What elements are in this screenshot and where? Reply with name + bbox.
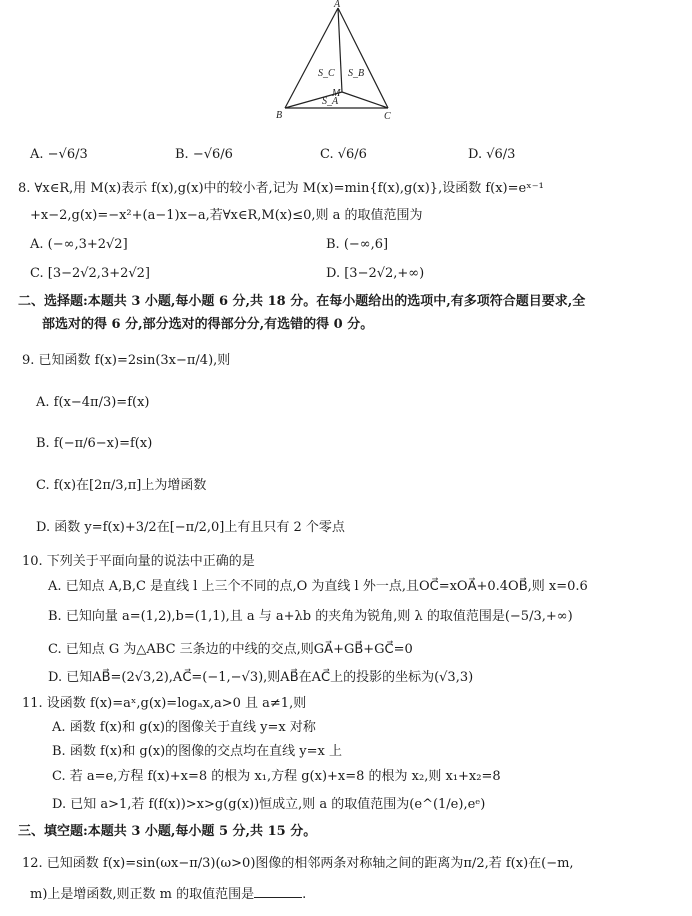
q8-stem-line2: +x−2,g(x)=−x²+(a−1)x−a,若∀x∈R,M(x)≤0,则 a 的取值范围为 <box>30 208 423 223</box>
section3-heading: 三、填空题:本题共 3 小题,每小题 5 分,共 15 分。 <box>18 824 317 839</box>
q9-option-d: D. 函数 y=f(x)+3/2在[−π/2,0]上有且只有 2 个零点 <box>36 520 345 535</box>
q9-option-c: C. f(x)在[2π/3,π]上为增函数 <box>36 478 207 493</box>
vertex-c-label: C <box>384 111 391 122</box>
q10-stem: 10. 下列关于平面向量的说法中正确的是 <box>22 554 255 569</box>
edge-am <box>338 8 342 92</box>
q9-stem: 9. 已知函数 f(x)=2sin(3x−π/4),则 <box>22 353 231 368</box>
q9-option-b: B. f(−π/6−x)=f(x) <box>36 436 153 451</box>
q12-stem-line2: m)上是增函数,则正数 m 的取值范围是 <box>30 887 255 902</box>
vertex-m-label: M <box>332 88 341 99</box>
q11-stem: 11. 设函数 f(x)=aˣ,g(x)=logₐx,a>0 且 a≠1,则 <box>22 696 307 711</box>
q11-option-a: A. 函数 f(x)和 g(x)的图像关于直线 y=x 对称 <box>52 720 316 735</box>
q11-option-c: C. 若 a=e,方程 f(x)+x=8 的根为 x₁,方程 g(x)+x=8 的根为 x₂,则 x₁+x₂=8 <box>52 769 501 784</box>
q8-option-a: A. (−∞,3+2√2] <box>30 237 128 252</box>
q8-option-c: C. [3−2√2,3+2√2] <box>30 266 151 281</box>
q10-option-a: A. 已知点 A,B,C 是直线 l 上三个不同的点,O 为直线 l 外一点,且OC⃗=xOA⃗+0.4OB⃗,则 x=0.6 <box>48 579 588 594</box>
q8-stem-line1: 8. ∀x∈R,用 M(x)表示 f(x),g(x)中的较小者,记为 M(x)=min{f(x),g(x)},设函数 f(x)=eˣ⁻¹ <box>18 181 544 196</box>
edge-ab <box>285 8 338 108</box>
q7-option-b: B. −√6/6 <box>175 147 233 162</box>
q7-option-c: C. √6/6 <box>320 147 367 162</box>
q9-option-a: A. f(x−4π/3)=f(x) <box>36 395 150 410</box>
vertex-a-label: A <box>334 0 341 10</box>
vertex-b-label: B <box>276 110 283 121</box>
area-sc-label: S_C <box>318 68 335 79</box>
section2-heading-line2: 部选对的得 6 分,部分选对的得部分分,有选错的得 0 分。 <box>42 317 374 332</box>
q8-option-d: D. [3−2√2,+∞) <box>326 266 425 281</box>
section2-heading-line1: 二、选择题:本题共 3 小题,每小题 6 分,共 18 分。在每小题给出的选项中,有多项符合题目要求,全 <box>18 294 586 309</box>
q7-option-d: D. √6/3 <box>468 147 516 162</box>
answer-blank[interactable] <box>254 885 302 898</box>
q10-option-d: D. 已知AB⃗=(2√3,2),AC⃗=(−1,−√3),则AB⃗在AC⃗上的投影的坐标为(√3,3) <box>48 670 474 685</box>
area-sa-label: S_A <box>322 96 339 107</box>
area-sb-label: S_B <box>348 68 365 79</box>
q11-option-d: D. 已知 a>1,若 f(f(x))>x>g(g(x))恒成立,则 a 的取值范围为(e^(1/e),eᵉ) <box>52 797 486 812</box>
q7-option-a: A. −√6/3 <box>30 147 88 162</box>
q12-stem-line2-wrap: m)上是增函数,则正数 m 的取值范围是 . <box>30 887 307 902</box>
triangle-figure <box>270 0 420 125</box>
q12-stem-line1: 12. 已知函数 f(x)=sin(ωx−π/3)(ω>0)图像的相邻两条对称轴之间的距离为π/2,若 f(x)在(−m, <box>22 856 574 871</box>
q10-option-c: C. 已知点 G 为△ABC 三条边的中线的交点,则GA⃗+GB⃗+GC⃗=0 <box>48 642 413 657</box>
q11-option-b: B. 函数 f(x)和 g(x)的图像的交点均在直线 y=x 上 <box>52 744 342 759</box>
q10-option-b: B. 已知向量 a=(1,2),b=(1,1),且 a 与 a+λb 的夹角为锐角,则 λ 的取值范围是(−5/3,+∞) <box>48 609 573 624</box>
q8-option-b: B. (−∞,6] <box>326 237 389 252</box>
